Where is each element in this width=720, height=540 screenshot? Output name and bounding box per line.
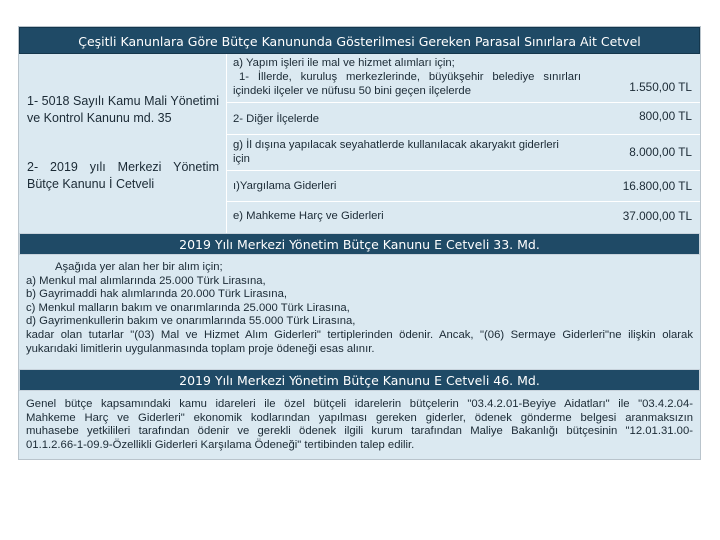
row-divider (227, 134, 700, 135)
limit-row-court-fees (227, 209, 700, 231)
law-reference-budget-i: 2- 2019 yılı Merkezi Yönetim Bütçe Kanunu İ Cetveli (27, 160, 219, 191)
limit-row-fuel (227, 138, 700, 170)
paragraph-line: b) Gayrimaddi hak alımlarında 20.000 Türk Lirasına, (26, 288, 288, 301)
article-46-text (26, 398, 693, 452)
desc-line: için (233, 153, 250, 165)
paragraph-line: Aşağıda yer alan her bir alım için; (55, 261, 223, 273)
paragraph-line: yukarıdaki limitlerin uygulanmasında toplam proje ödeneği esas alınır. (26, 342, 375, 355)
row-divider (227, 201, 700, 202)
limit-row-description (233, 138, 581, 166)
paragraph-line: 01.1.2.66-1-09.9-Özellikli Giderleri Karşılama Ödeneği" tertibinden talep edilir. (26, 438, 415, 451)
article-33-text (26, 261, 693, 356)
row-divider (227, 102, 700, 103)
limit-row-description (233, 56, 581, 98)
limit-row-other-districts (227, 109, 700, 134)
paragraph-line: Mahkeme Harç ve Giderleri" ekonomik kodlarından yapılması gereken giderler, ödenek gönderme belgesi aranmaksızın (26, 411, 693, 424)
section-header-article-46: 2019 Yılı Merkezi Yönetim Bütçe Kanunu E Cetveli 46. Md. (19, 369, 700, 391)
desc-line: g) İl dışına yapılacak seyahatlerde kullanılacak akaryakıt giderleri (233, 139, 559, 151)
limit-row-amount: 800,00 TL (639, 109, 692, 123)
paragraph-line: kadar olan tutarlar "(03) Mal ve Hizmet Alım Giderleri" tertiplerinden ödenir. Ancak, "(06) Sermaye Giderleri"ne ilişkin olarak (26, 328, 693, 341)
paragraph-line: muhasebe yetkilileri tarafından ödenir ve gerekli ödenek ilgili kurum tarafından Maliye Bakanlığı bütçesinin "12.01.31.00- (26, 425, 693, 438)
section-header-article-33: 2019 Yılı Merkezi Yönetim Bütçe Kanunu E Cetveli 33. Md. (19, 233, 700, 255)
paragraph-line: d) Gayrimenkullerin bakım ve onarımlarında 55.000 Türk Lirasına, (26, 315, 356, 328)
desc-line: 1- İllerde, kuruluş merkezlerinde, büyükşehir belediye sınırları (239, 71, 581, 83)
limit-row-procurement-cities (227, 56, 700, 102)
paragraph-line: c) Menkul malların bakım ve onarımlarında 25.000 Türk Lirasına, (26, 301, 350, 314)
page-title: Çeşitli Kanunlara Göre Bütçe Kanununda Gösterilmesi Gereken Parasal Sınırlara Ait Cetvel (19, 27, 700, 54)
law-reference-5018: 1- 5018 Sayılı Kamu Mali Yönetimi ve Kontrol Kanunu md. 35 (27, 94, 219, 125)
limit-row-amount: 1.550,00 TL (629, 80, 692, 94)
paragraph-line: a) Menkul mal alımlarında 25.000 Türk Lirasına, (26, 274, 266, 287)
limit-row-litigation (227, 179, 700, 201)
limit-row-amount: 8.000,00 TL (629, 145, 692, 159)
limit-row-amount: 37.000,00 TL (622, 209, 692, 223)
limit-row-description: ı)Yargılama Giderleri (233, 180, 337, 192)
limit-row-description: e) Mahkeme Harç ve Giderleri (233, 210, 384, 222)
limit-row-amount: 16.800,00 TL (622, 179, 692, 193)
row-divider (227, 170, 700, 171)
paragraph-line: Genel bütçe kapsamındaki kamu idareleri ile özel bütçeli idarelerin bütçelerin "03.4.2.01-Beyiye Aidatları" ile "03.4.2.04- (26, 398, 693, 410)
desc-line: a) Yapım işleri ile mal ve hizmet alımları için; (233, 57, 455, 69)
desc-line: içindeki ilçeler ve nüfusu 50 bini geçen ilçelerde (233, 85, 472, 97)
limit-row-description: 2- Diğer İlçelerde (233, 113, 320, 125)
